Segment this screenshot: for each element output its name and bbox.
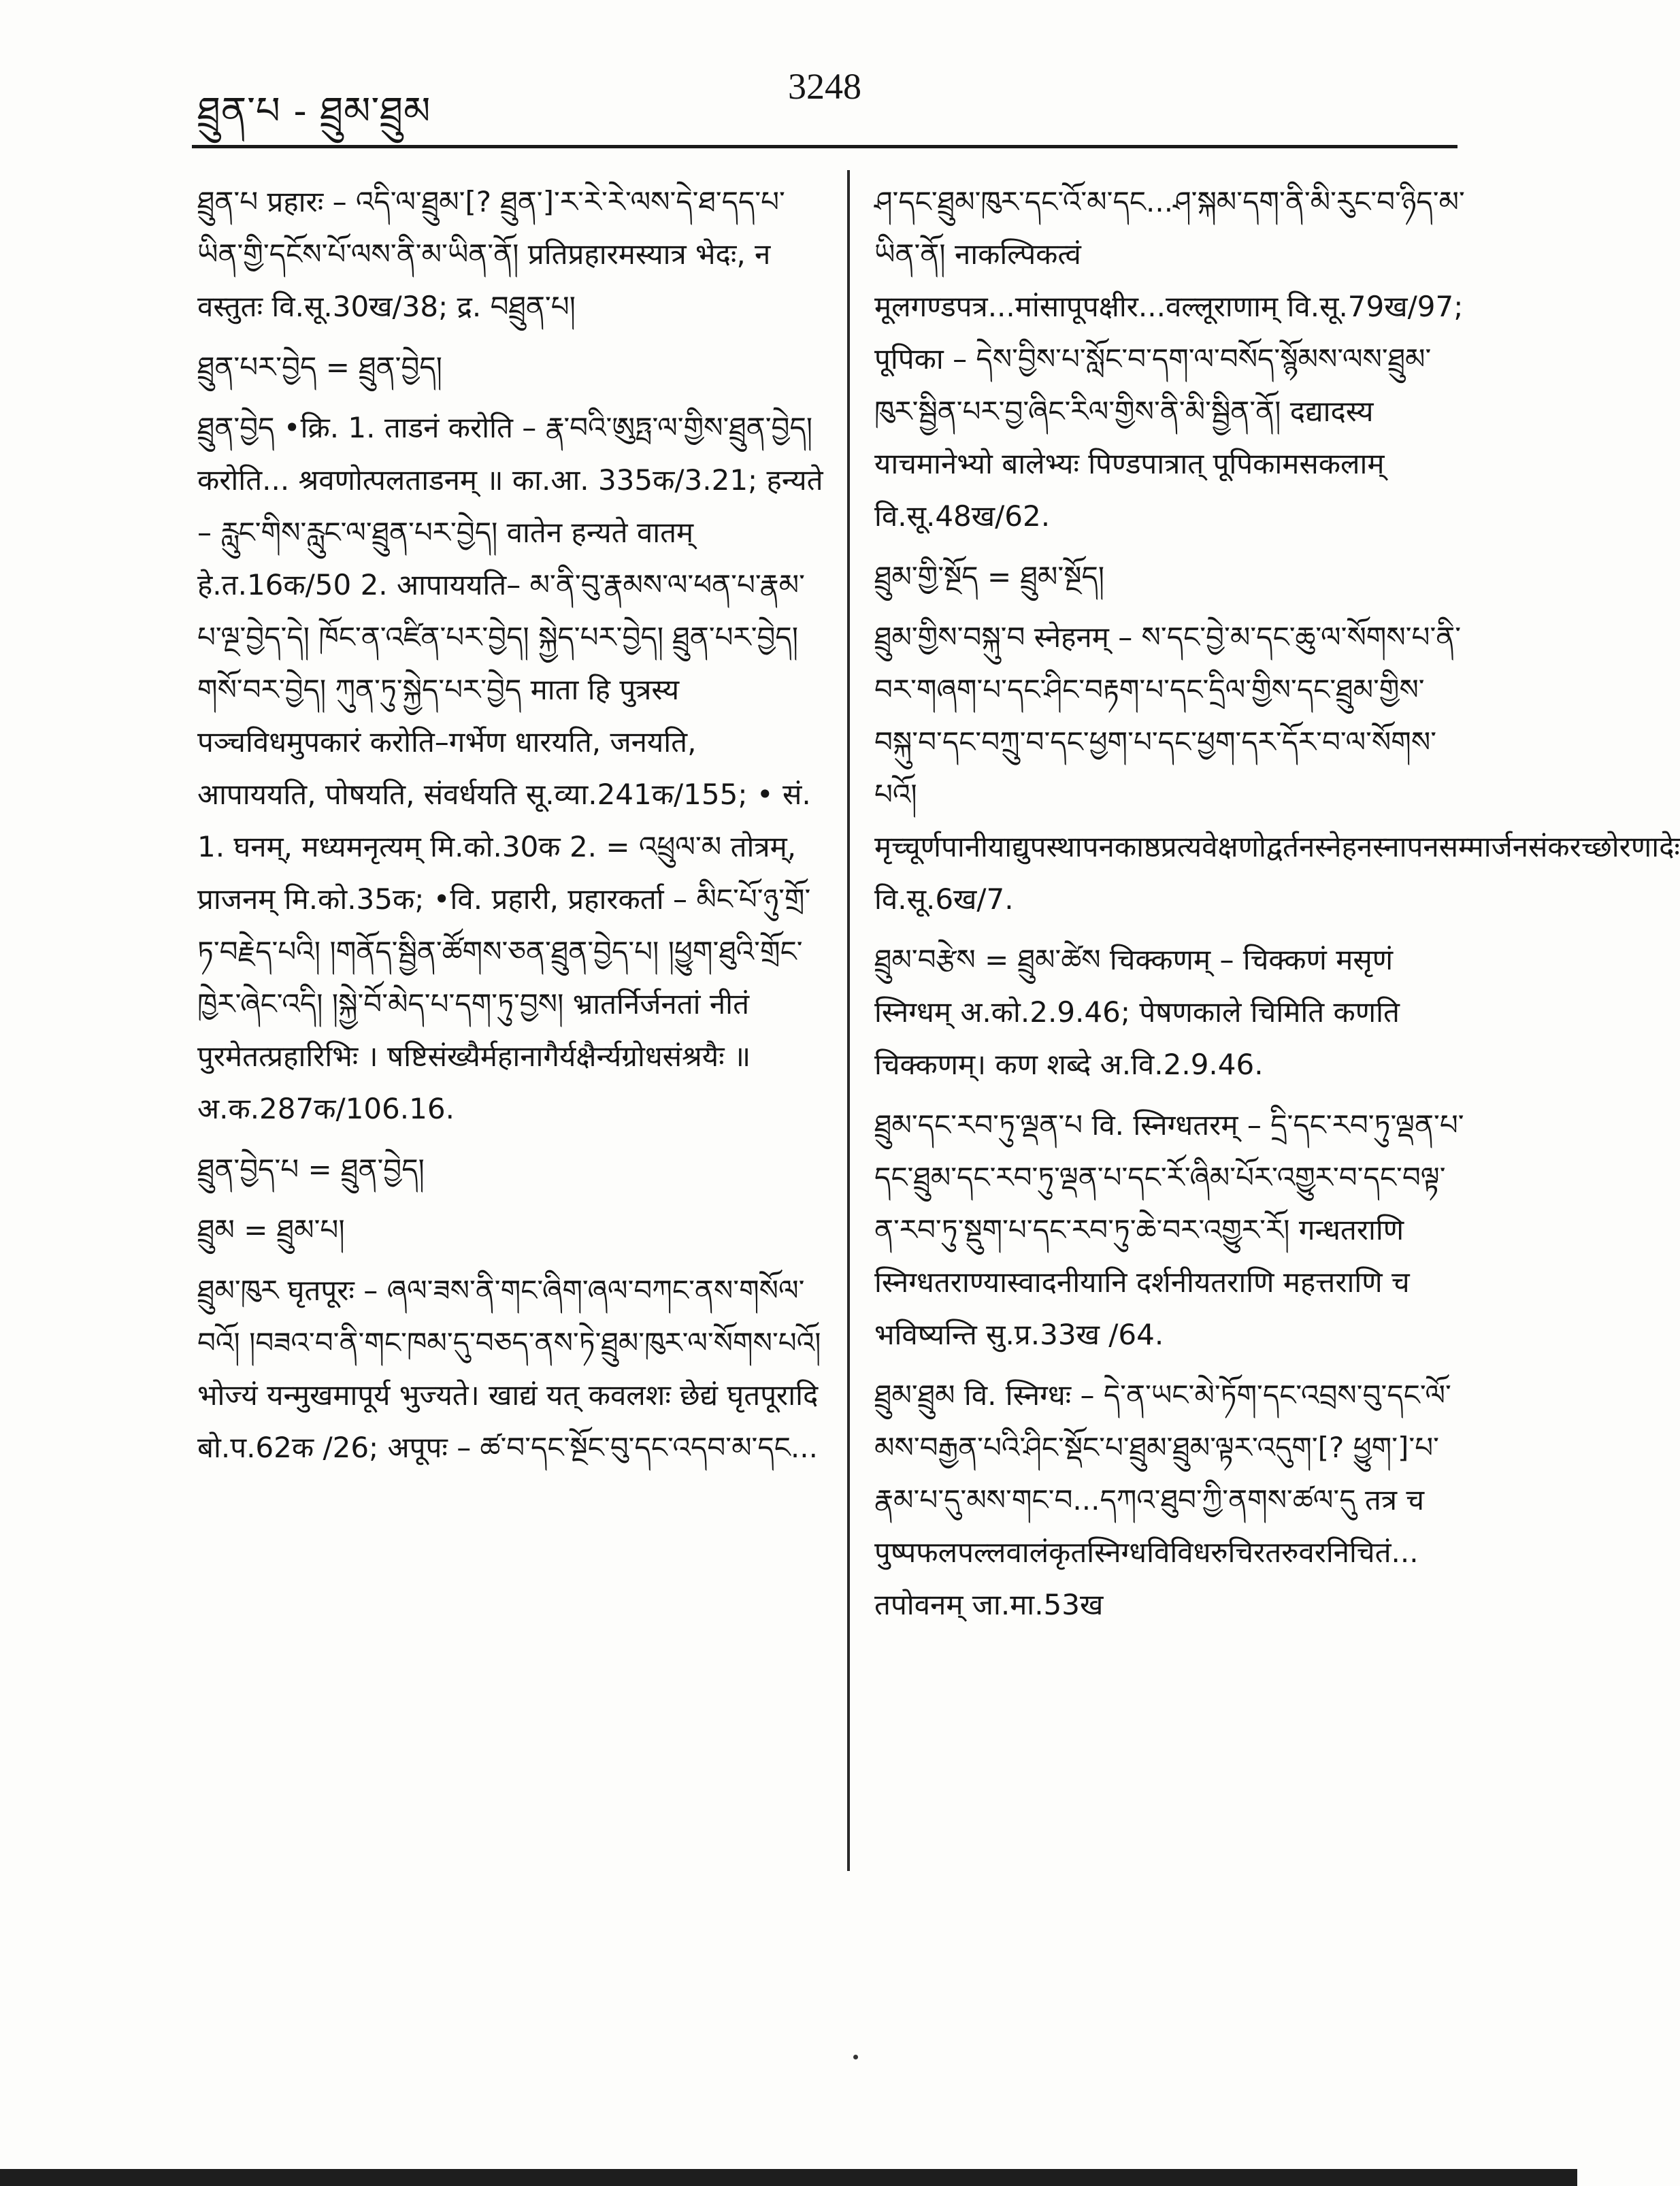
scan-speck: [853, 2055, 858, 2059]
dictionary-entry: ཐྲུན་བྱེད •क्रि. 1. ताडनं करोति – རྣ་བའི་ཨུཏྤ་ལ་གྱིས་ཐྲུན་བྱེད། करोति... श्रवणोत्पलताडनम् ॥ का.आ. 335क/3.21; हन्यते – རླུང་གིས་རླུང་ལ་ཐྲུན་པར་བྱེད། वातेन हन्यते वातम् हे.त.16क/50 2. आपाययति– མ་ནི་བུ་རྣམས་ལ་ཕན་པ་རྣམ་པ་ལྔ་བྱེད་དེ། ཁོང་ན་འཛིན་པར་བྱེད། སྐྱེད་པར་བྱེད། ཐྲུན་པར་བྱེད། གསོ་བར་བྱེད། ཀུན་ཏུ་སྐྱེད་པར་བྱེད माता हि पुत्रस्य पञ्चविधमुपकारं करोति–गर्भेण धारयति, जनयति, आपाययति, पोषयति, संवर्धयति सू.व्या.241क/155; • सं. 1. घनम्, मध्यमनृत्यम् मि.को.30क 2. = འཕྲུལ་མ तोत्रम्, प्राजनम् मि.को.35क; •वि. प्रहारी, प्रहारकर्ता – མིང་པོ་ཉུ་གྲོ་ཏ་བརྗེད་པའི། །གནོད་སྦྱིན་ཚོགས་ཅན་ཐྲུན་བྱེད་པ། །ཕྱུག་ཐུའི་གྲོང་ཁྱེར་ཞེང་འདི། །སྐྱེ་བོ་མེད་པ་དག་ཏུ་བྱས། भ्रातर्निर्जनतां नीतं पुरमेतत्प्रहारिभिः । षष्टिसंख्यैर्महानागैर्यक्षैर्न्यग्रोधसंश्रयैः ॥ अ.क.287क/106.16.: [197, 411, 823, 1125]
page-header: [0, 0, 1577, 156]
column-divider: [847, 170, 850, 1871]
running-head: ཐྲུན་པ - ཐྲུམ་ཐྲུམ: [197, 89, 431, 133]
scan-bottom-edge: [0, 2169, 1577, 2186]
right-column: [874, 176, 1680, 2013]
dictionary-entry: ཐྲུམ་ཐྲུམ वि. स्निग्धः – དེ་ན་ཡང་མེ་ཏོག་དང་འབྲས་བུ་དང་ལོ་མས་བརྒྱན་པའི་ཤིང་སྡོང་པ་ཐྲུམ་ཐྲུམ་ལྟར་འདུག་[? ཕྱུག་]་པ་རྣམ་པ་དུ་མས་གང་བ...དཀའ་ཐུབ་ཀྱི་ནགས་ཚལ་དུ तत्र च पुष्पफलपल्लवालंकृतस्निग्धविविधरुचिरतरुवरनिचितं... तपोवनम् जा.मा.53ख: [874, 1378, 1451, 1621]
header-rule: [192, 145, 1457, 148]
dictionary-entry-continued: ཤ་དང་ཐྲུམ་ཁུར་དང་འོ་མ་དང...ཤ་སྐམ་དག་ནི་མི་རུང་བ་ཉིད་མ་ཡིན་ནོ། नाकल्पिकत्वं मूलगण्डपत्र...मांसापूपक्षीर...वल्लूराणाम् वि.सू.79ख/97; पूपिका – དེས་བྱིས་པ་སློང་བ་དག་ལ་བསོད་སྙོམས་ལས་ཐྲུམ་ཁུར་སྦྱིན་པར་བྱ་ཞིང་རིལ་གྱིས་ནི་མི་སྦྱིན་ནོ། दद्यादस्य याचमानेभ्यो बालेभ्यः पिण्डपात्रात् पूपिकामसकलाम् वि.सू.48ख/62.: [874, 185, 1465, 533]
dictionary-entry: ཐྲུམ་ཁུར घृतपूरः – ཞལ་ཟས་ནི་གང་ཞིག་ཞལ་བཀང་ནས་གསོལ་བའོ། །བཟའ་བ་ནི་གང་ཁམ་དུ་བཅད་ནས་ཏེ་ཐྲུམ་ཁུར་ལ་སོགས་པའོ། भोज्यं यन्मुखमापूर्य भुज्यते। खाद्यं यत् कवलशः छेद्यं घृतपूरादि बो.प.62क /26; अपूपः – ཚ་བ་དང་སྔོང་བུ་དང་འདབ་མ་དང...: [197, 1274, 821, 1464]
cross-reference-entry: ཐྲུན་བྱེད་པ = ཐྲུན་བྱེད།: [197, 1153, 425, 1186]
cross-reference-entry: ཐྲུམ་གྱི་སྔོད = ཐྲུམ་སྔོད།: [874, 560, 1105, 593]
left-column: [197, 176, 823, 1897]
dictionary-entry: ཐྲུམ་དང་རབ་ཏུ་ལྡན་པ वि. स्निग्धतरम् – དྲི་དང་རབ་ཏུ་ལྡན་པ་དང་ཐྲུམ་དང་རབ་ཏུ་ལྡན་པ་དང་རོ་ཞིམ་པོར་འགྱུར་བ་དང་བལྟ་ན་རབ་ཏུ་སྡུག་པ་དང་རབ་ཏུ་ཆེ་བར་འགྱུར་རོ། गन्धतराणि स्निग्धतराण्यास्वादनीयानि दर्शनीयतराणि महत्तराणि च भविष्यन्ति सु.प्र.33ख /64.: [874, 1108, 1464, 1351]
page-number: 3248: [788, 66, 861, 107]
dictionary-entry: ཐྲུན་པ प्रहारः – འདི་ལ་ཐྲུམ་[? ཐྲུན་]་ར་རེ་རེ་ལས་དེ་ཐ་དད་པ་ཡིན་གྱི་དངོས་པོ་ལས་ནི་མ་ཡིན་ནོ། प्रतिप्रहारमस्यात्र भेदः, न वस्तुतः वि.सू.30ख/38; द्र. བཐྲུན་པ།: [197, 185, 785, 323]
cross-reference-entry: ཐྲུམ = ཐྲུམ་པ།: [197, 1213, 345, 1246]
dictionary-entry: ཐྲུམ་གྱིས་བསྐུ་བ स्नेहनम् – ས་དང་བྱེ་མ་དང་ཆུ་ལ་སོགས་པ་ནི་བར་གཞག་པ་དང་ཤིང་བརྟག་པ་དང་དྲིལ་གྱིས་དང་ཐྲུམ་གྱིས་བསྐུ་བ་དང་བཀྲུ་བ་དང་ཕྱག་པ་དང་ཕྱག་དར་དོར་བ་ལ་སོགས་པའོ། मृच्चूर्णपानीयाद्युपस्थापनकाष्ठप्रत्यवेक्षणोद्वर्तनस्नेहनस्नापनसम्मार्जनसंकरच्छोरणादेः वि.सू.6ख/7.: [874, 620, 1680, 916]
dictionary-entry: ཐྲུམ་བརྩེས = ཐྲུམ་ཚེས चिक्कणम् – चिक्कणं मसृणं स्निग्धम् अ.को.2.9.46; पेषणकाले चिमिति कणति चिक्कणम्। कण शब्दे अ.वि.2.9.46.: [874, 943, 1400, 1081]
cross-reference-entry: ཐྲུན་པར་བྱེད = ཐྲུན་བྱེད།: [197, 350, 443, 384]
